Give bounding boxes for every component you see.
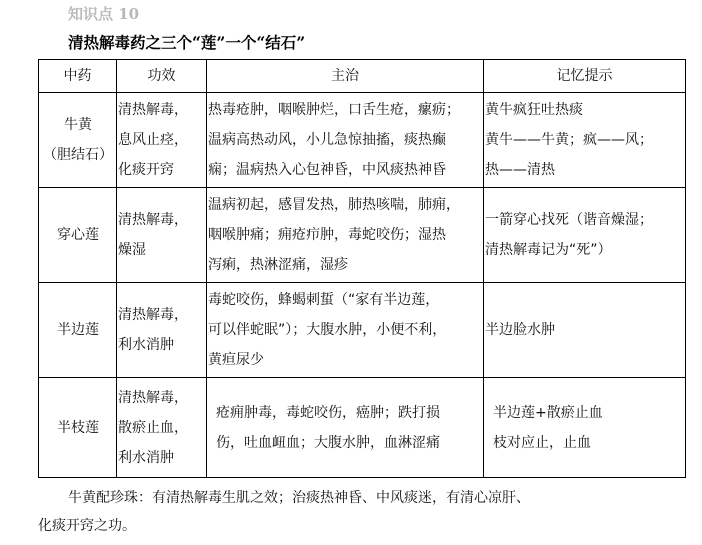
herb-name-cell: 牛黄 （胆结石） [39, 93, 117, 188]
herb-table [38, 59, 686, 478]
memory-cell: 半边莲+散瘀止血 枝对应止，止血 [484, 378, 686, 478]
footer-line-1: 牛黄配珍珠：有清热解毒生肌之效；治痰热神昏、中风痰迷，有清心凉肝、 [68, 490, 530, 506]
header-effect: 功效 [117, 60, 207, 93]
table-row [39, 93, 686, 188]
memory-cell: 黄牛疯狂吐热痰 黄牛——牛黄；疯——风； 热——清热 [484, 93, 686, 188]
table-row [39, 378, 686, 478]
table-row [39, 188, 686, 283]
herb-name-cell: 穿心莲 [39, 188, 117, 283]
herb-name-cell: 半边莲 [39, 283, 117, 378]
header-indication: 主治 [207, 60, 484, 93]
memory-cell: 一箭穿心找死（谐音燥湿； 清热解毒记为“死”） [484, 188, 686, 283]
indication-cell: 毒蛇咬伤，蜂蝎刺蜇（“家有半边莲， 可以伴蛇眠”）；大腹水肿，小便不利， 黄疸尿少 [207, 283, 484, 378]
table-row [39, 283, 686, 378]
section-title: 清热解毒药之三个“莲”一个“结石” [68, 33, 306, 52]
effect-cell: 清热解毒， 散瘀止血， 利水消肿 [117, 378, 207, 478]
table-header-row [39, 60, 686, 93]
memory-cell: 半边脸水肿 [484, 283, 686, 378]
indication-cell: 热毒疮肿，咽喉肿烂，口舌生疮，瘰疬； 温病高热动风，小儿急惊抽搐，痰热癫 痫；温病热入心包神昏，中风痰热神昏 [207, 93, 484, 188]
footer-note [38, 484, 688, 540]
effect-cell: 清热解毒， 燥湿 [117, 188, 207, 283]
header-memory: 记忆提示 [484, 60, 686, 93]
indication-cell: 温病初起，感冒发热，肺热咳喘，肺痈， 咽喉肿痛；痈疮疖肿，毒蛇咬伤；湿热 泻痢，热淋涩痛，湿疹 [207, 188, 484, 283]
herb-name-cell: 半枝莲 [39, 378, 117, 478]
footer-line-2: 化痰开窍之功。 [38, 518, 136, 534]
indication-cell: 疮痈肿毒，毒蛇咬伤，癌肿；跌打损 伤，吐血衄血；大腹水肿，血淋涩痛 [207, 378, 484, 478]
knowledge-point-label: 知识点 10 [68, 5, 140, 23]
effect-cell: 清热解毒， 息风止痉， 化痰开窍 [117, 93, 207, 188]
header-herb: 中药 [39, 60, 117, 93]
effect-cell: 清热解毒， 利水消肿 [117, 283, 207, 378]
